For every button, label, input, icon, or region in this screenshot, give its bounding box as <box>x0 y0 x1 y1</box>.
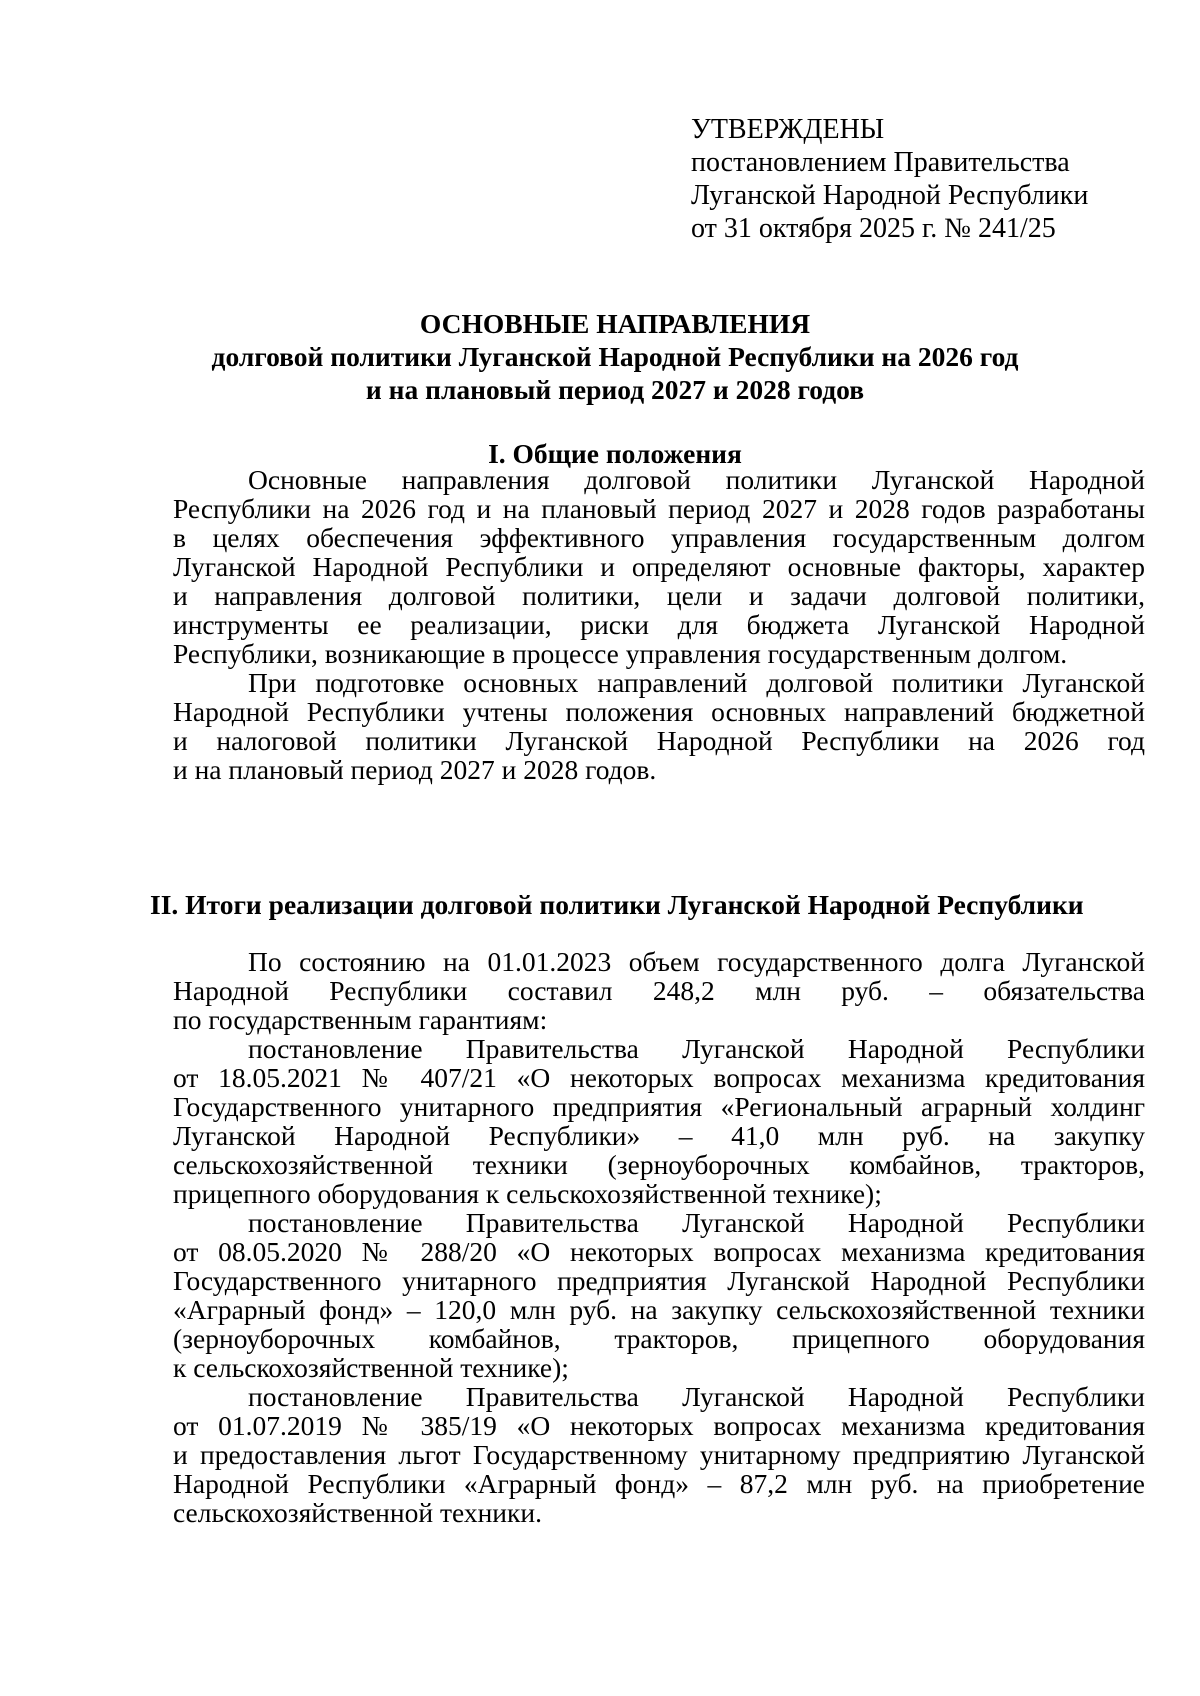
text-line: от 08.05.2020 № 288/20 «О некоторых вопросах механизма кредитования <box>173 1236 1145 1267</box>
text-line: и направления долговой политики, цели и задачи долговой политики, <box>173 580 1145 611</box>
section-2-paragraph-3 <box>173 1208 1145 1382</box>
approval-line: постановлением Правительства <box>691 147 1070 178</box>
text-line: в целях обеспечения эффективного управления государственным долгом <box>173 522 1145 553</box>
approval-line: Луганской Народной Республики <box>691 180 1089 211</box>
text-line: постановление Правительства Луганской Народной Республики <box>248 1207 1145 1238</box>
approval-title: УТВЕРЖДЕНЫ <box>691 114 885 145</box>
approval-date-number: от 31 октября 2025 г. № 241/25 <box>691 213 1056 244</box>
section-2-paragraph-4 <box>173 1382 1145 1527</box>
text-line: По состоянию на 01.01.2023 объем государственного долга Луганской <box>248 946 1145 977</box>
text-line: Луганской Народной Республики» – 41,0 млн руб. на закупку <box>173 1120 1145 1151</box>
text-line: (зерноуборочных комбайнов, тракторов, прицепного оборудования <box>173 1323 1145 1354</box>
text-line: Народной Республики учтены положения основных направлений бюджетной <box>173 696 1145 727</box>
section-1-paragraph-2 <box>173 668 1145 784</box>
text-line: по государственным гарантиям: <box>173 1004 548 1035</box>
section-1-paragraph-1 <box>173 465 1145 668</box>
text-line: к сельскохозяйственной технике); <box>173 1352 569 1383</box>
text-line: Народной Республики «Аграрный фонд» – 87,2 млн руб. на приобретение <box>173 1468 1145 1499</box>
text-line: При подготовке основных направлений долговой политики Луганской <box>248 667 1145 698</box>
section-2-paragraph-2 <box>173 1034 1145 1208</box>
title-line: ОСНОВНЫЕ НАПРАВЛЕНИЯ <box>419 308 811 339</box>
text-line: сельскохозяйственной техники (зерноуборочных комбайнов, тракторов, <box>173 1149 1145 1180</box>
text-line: Государственного унитарного предприятия Луганской Народной Республики <box>173 1265 1145 1296</box>
text-line: Республики, возникающие в процессе управления государственным долгом. <box>173 638 1068 669</box>
text-line: прицепного оборудования к сельскохозяйственной технике); <box>173 1178 882 1209</box>
text-line: и предоставления льгот Государственному унитарному предприятию Луганской <box>173 1439 1145 1470</box>
text-line: и налоговой политики Луганской Народной Республики на 2026 год <box>173 725 1145 756</box>
text-line: постановление Правительства Луганской Народной Республики <box>248 1381 1145 1412</box>
text-line: от 01.07.2019 № 385/19 «О некоторых вопросах механизма кредитования <box>173 1410 1145 1441</box>
text-line: Основные направления долговой политики Луганской Народной <box>248 464 1145 495</box>
document-title <box>150 307 1080 406</box>
subtitle-line: долговой политики Луганской Народной Республики на 2026 год <box>211 341 1019 372</box>
approval-stamp-block <box>691 113 1181 245</box>
text-line: и на плановый период 2027 и 2028 годов. <box>173 754 657 785</box>
section-2-paragraph-1 <box>173 947 1145 1034</box>
text-line: Луганской Народной Республики и определяют основные факторы, характер <box>173 551 1145 582</box>
text-line: «Аграрный фонд» – 120,0 млн руб. на закупку сельскохозяйственной техники <box>173 1294 1145 1325</box>
text-line: Республики на 2026 год и на плановый период 2027 и 2028 годов разработаны <box>173 493 1145 524</box>
text-line: постановление Правительства Луганской Народной Республики <box>248 1033 1145 1064</box>
text-line: от 18.05.2021 № 407/21 «О некоторых вопросах механизма кредитования <box>173 1062 1145 1093</box>
text-line: инструменты ее реализации, риски для бюджета Луганской Народной <box>173 609 1145 640</box>
text-line: сельскохозяйственной техники. <box>173 1497 542 1528</box>
section-1-heading: I. Общие положения <box>488 438 742 469</box>
section-2-heading: II. Итоги реализации долговой политики Луганской Народной Республики <box>150 889 1084 920</box>
text-line: Народной Республики составил 248,2 млн руб. – обязательства <box>173 975 1145 1006</box>
text-line: Государственного унитарного предприятия «Региональный аграрный холдинг <box>173 1091 1145 1122</box>
subtitle-line: и на плановый период 2027 и 2028 годов <box>365 374 865 405</box>
